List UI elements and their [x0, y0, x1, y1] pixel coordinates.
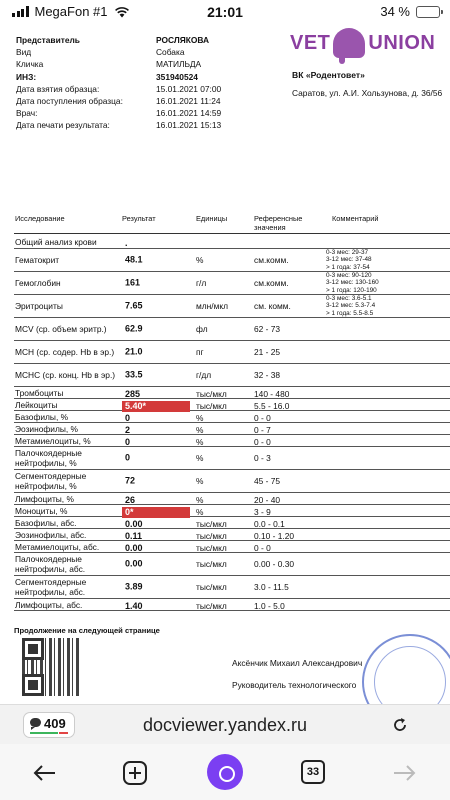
units: % — [196, 507, 204, 517]
forward-icon[interactable] — [390, 758, 420, 788]
table-row — [14, 599, 450, 611]
info-row — [16, 83, 221, 95]
reference-range: 0.00 - 0.30 — [254, 559, 295, 569]
reload-icon[interactable] — [390, 715, 410, 735]
units: тыс/мкл — [196, 543, 227, 553]
result-value: 0.00 — [125, 543, 143, 553]
result-value: 5.40* — [122, 401, 190, 412]
test-name: Сегментоядерные нейтрофилы, % — [15, 470, 87, 491]
header-study: Исследование — [15, 214, 65, 223]
units: тыс/мкл — [196, 559, 227, 569]
reference-range: 0 - 0 — [254, 413, 271, 423]
table-row — [14, 576, 450, 599]
units: тыс/мкл — [196, 531, 227, 541]
info-label: Дата печати результата: — [16, 120, 110, 131]
battery-icon — [416, 6, 440, 18]
result-value: 1.40 — [125, 601, 143, 611]
info-row — [16, 71, 221, 83]
result-value: 0.00 — [125, 519, 143, 529]
reference-range: 45 - 75 — [254, 476, 281, 486]
test-name: Тромбоциты — [15, 388, 64, 398]
qr-code — [22, 638, 80, 696]
info-value: МАТИЛЬДА — [156, 59, 202, 70]
result-value: 0 — [125, 452, 131, 463]
clinic-address: Саратов, ул. А.И. Хользунова, д. 36/56 — [292, 88, 443, 98]
info-value: 16.01.2021 14:59 — [156, 108, 222, 119]
units: тыс/мкл — [196, 582, 227, 592]
info-value: 15.01.2021 07:00 — [156, 83, 222, 94]
results-table — [14, 236, 450, 611]
table-row — [14, 529, 450, 541]
info-row — [16, 107, 221, 119]
result-value: 2 — [125, 425, 131, 435]
comment: 0-3 мес: 3.6-5.1 3-12 мес: 5.3-7.4 > 1 года: 5.5-8.5 — [326, 294, 376, 317]
logo-text-right: UNION — [368, 31, 436, 54]
info-label: Вид — [16, 47, 32, 58]
info-label: ИНЗ: — [16, 71, 37, 82]
units: г/л — [196, 278, 207, 288]
info-value: 16.01.2021 11:24 — [156, 96, 221, 107]
info-value: РОСЛЯКОВА — [156, 35, 210, 46]
result-value: 0 — [125, 413, 131, 423]
result-value: 72 — [125, 475, 136, 486]
reference-range: 21 - 25 — [254, 347, 281, 357]
table-row — [14, 272, 450, 295]
units: % — [196, 413, 204, 423]
units: тыс/мкл — [196, 519, 227, 529]
test-name: Базофилы, абс. — [15, 518, 77, 528]
test-name: Базофилы, % — [15, 412, 69, 422]
reference-range: 1.0 - 5.0 — [254, 601, 285, 611]
bottom-toolbar — [0, 744, 450, 800]
result-value: 285 — [125, 389, 141, 399]
table-row — [14, 364, 450, 387]
result-value: 26 — [125, 495, 136, 505]
info-label: Врач: — [16, 108, 38, 119]
result-value: 161 — [125, 277, 141, 288]
table-row — [14, 387, 450, 399]
reference-range: 140 - 480 — [254, 389, 290, 399]
units: % — [196, 437, 204, 447]
test-name: Палочкоядерные нейтрофилы, абс. — [15, 553, 86, 574]
result-value: 0 — [125, 437, 131, 447]
reference-range: 0.0 - 0.1 — [254, 519, 285, 529]
elephant-icon — [333, 28, 365, 58]
test-name: Палочкоядерные нейтрофилы, % — [15, 447, 82, 468]
reference-range: 5.5 - 16.0 — [254, 401, 290, 411]
table-row — [14, 541, 450, 553]
signer-role: Руководитель технологического — [232, 680, 357, 690]
signer-name: Аксёнчик Михаил Александрович — [232, 658, 363, 668]
carrier-name: MegaFon #1 — [34, 4, 108, 19]
logo-text-left: VET — [290, 31, 331, 54]
reference-range: см. комм. — [254, 301, 291, 311]
test-name: Общий анализ крови — [15, 237, 97, 247]
info-row — [16, 34, 221, 46]
clinic-stamp — [362, 634, 450, 706]
table-row — [14, 236, 450, 249]
counter-value: 409 — [44, 716, 66, 731]
test-name: Лимфоциты, % — [15, 494, 74, 504]
result-value: 0.00 — [125, 558, 143, 569]
patient-info — [16, 34, 221, 132]
table-row — [14, 435, 450, 447]
document-viewer[interactable] — [0, 26, 450, 706]
table-row — [14, 470, 450, 493]
table-row — [14, 517, 450, 529]
reference-range: 20 - 40 — [254, 495, 281, 505]
info-row — [16, 95, 221, 107]
info-row — [16, 46, 221, 58]
reference-range: 32 - 38 — [254, 370, 281, 380]
signer-block — [232, 658, 362, 702]
reference-range: см.комм. — [254, 255, 289, 265]
table-row — [14, 553, 450, 576]
test-name: Метамиелоциты, % — [15, 436, 91, 446]
table-row — [14, 399, 450, 411]
test-name: Метамиелоциты, абс. — [15, 542, 100, 552]
reference-range: 0.10 - 1.20 — [254, 531, 295, 541]
test-name: Лейкоциты — [15, 400, 58, 410]
units: % — [196, 255, 204, 265]
info-value: Собака — [156, 47, 185, 58]
result-value: 0.11 — [125, 531, 143, 541]
result-value: 33.5 — [125, 369, 143, 380]
header-reference: Референсные значения — [254, 214, 303, 232]
units: % — [196, 495, 204, 505]
info-row — [16, 119, 221, 131]
result-value: 48.1 — [125, 254, 143, 265]
test-name: Эозинофилы, % — [15, 424, 78, 434]
table-header — [14, 212, 450, 234]
table-row — [14, 423, 450, 435]
test-name: Гематокрит — [15, 254, 60, 265]
reference-range: 0 - 0 — [254, 437, 271, 447]
info-label: Кличка — [16, 59, 44, 70]
comment: 0-3 мес: 29-37 3-12 мес: 37-48 > 1 года: 37-54 — [326, 248, 372, 271]
clock: 21:01 — [207, 4, 243, 20]
tabs-icon[interactable]: 33 — [301, 760, 325, 784]
result-value: 3.89 — [125, 581, 143, 592]
test-name: Сегментоядерные нейтрофилы, абс. — [15, 576, 87, 597]
reference-range: 0 - 0 — [254, 543, 271, 553]
table-row — [14, 411, 450, 423]
units: млн/мкл — [196, 301, 228, 311]
comment: 0-3 мес: 90-120 3-12 мес: 130-160 > 1 года: 120-190 — [326, 271, 379, 294]
units: фл — [196, 324, 208, 334]
info-label: Дата поступления образца: — [16, 96, 123, 107]
test-name: Лимфоциты, абс. — [15, 600, 83, 610]
table-row — [14, 341, 450, 364]
table-row — [14, 249, 450, 272]
result-value: 0* — [122, 507, 190, 518]
new-tab-icon[interactable] — [120, 758, 150, 788]
reference-range: 3.0 - 11.5 — [254, 582, 289, 592]
clinic-block — [292, 70, 442, 98]
url-text[interactable]: docviewer.yandex.ru — [142, 715, 308, 735]
units: % — [196, 453, 204, 463]
test-name: Гемоглобин — [15, 277, 61, 288]
units: тыс/мкл — [196, 601, 227, 611]
units: % — [196, 476, 204, 486]
vet-union-logo — [290, 28, 435, 58]
reference-range: 62 - 73 — [254, 324, 281, 334]
test-name: MCV (ср. объем эритр.) — [15, 323, 107, 334]
status-bar — [0, 0, 450, 26]
test-name: MCH (ср. содер. Hb в эр.) — [15, 346, 115, 357]
header-result: Результат — [122, 214, 156, 223]
table-row — [14, 295, 450, 318]
units: тыс/мкл — [196, 401, 227, 411]
units: пг — [196, 347, 204, 357]
header-comment: Комментарий — [332, 214, 379, 223]
alice-icon[interactable] — [207, 754, 243, 790]
info-label: Представитель — [16, 35, 80, 46]
result-value: . — [125, 238, 128, 248]
test-name: Эозинофилы, абс. — [15, 530, 87, 540]
info-value: 351940524 — [156, 71, 198, 82]
back-icon[interactable] — [29, 758, 59, 788]
units: тыс/мкл — [196, 389, 227, 399]
info-value: 16.01.2021 15:13 — [156, 120, 222, 131]
units: % — [196, 425, 204, 435]
table-row — [14, 447, 450, 470]
clinic-name: ВК «Родентовет» — [292, 70, 365, 80]
battery-percent: 34 % — [380, 4, 410, 19]
result-value: 21.0 — [125, 346, 143, 357]
table-row — [14, 505, 450, 517]
table-row — [14, 493, 450, 505]
result-value: 62.9 — [125, 323, 143, 334]
reference-range: см.комм. — [254, 278, 289, 288]
address-bar[interactable] — [0, 704, 450, 744]
header-units: Единицы — [196, 214, 228, 223]
reference-range: 3 - 9 — [254, 507, 271, 517]
reference-range: 0 - 7 — [254, 425, 271, 435]
info-label: Дата взятия образца: — [16, 83, 100, 94]
test-name: Моноциты, % — [15, 506, 68, 516]
info-row — [16, 58, 221, 70]
test-name: Эритроциты — [15, 300, 63, 311]
battery-group — [380, 4, 440, 19]
reference-range: 0 - 3 — [254, 453, 271, 463]
result-value: 7.65 — [125, 300, 143, 311]
continued-note: Продолжение на следующей странице — [14, 626, 160, 635]
test-name: MCHC (ср. конц. Hb в эр.) — [15, 369, 116, 380]
table-row — [14, 318, 450, 341]
units: г/дл — [196, 370, 212, 380]
